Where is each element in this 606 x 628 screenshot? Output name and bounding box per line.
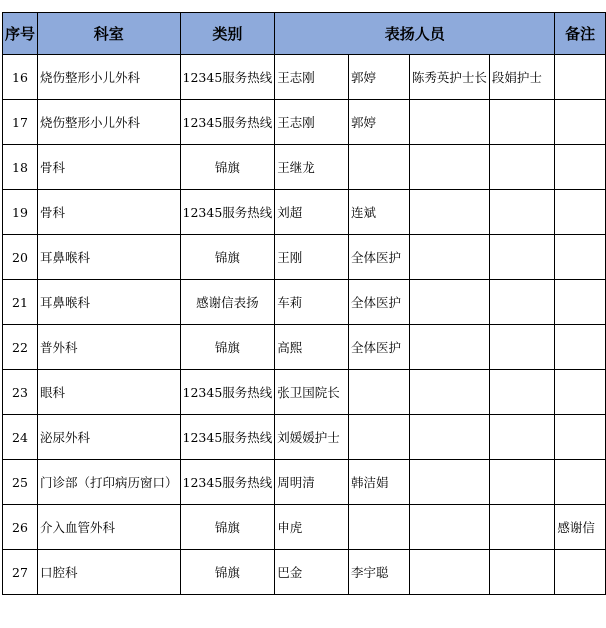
cell-no[interactable]: 24 [3, 415, 38, 460]
cell-praised-3[interactable]: 陈秀英护士长 [409, 55, 489, 100]
cell-praised-2[interactable]: 韩洁娟 [349, 460, 410, 505]
cell-note[interactable] [555, 415, 606, 460]
cell-praised-4[interactable] [489, 145, 554, 190]
cell-category[interactable]: 12345服务热线 [180, 415, 275, 460]
cell-category[interactable]: 锦旗 [180, 235, 275, 280]
cell-dept[interactable]: 口腔科 [38, 550, 181, 595]
cell-dept[interactable]: 普外科 [38, 325, 181, 370]
cell-no[interactable]: 26 [3, 505, 38, 550]
cell-category[interactable]: 锦旗 [180, 325, 275, 370]
cell-praised-4[interactable] [489, 370, 554, 415]
cell-praised-3[interactable] [409, 505, 489, 550]
cell-praised-3[interactable] [409, 325, 489, 370]
table-row [3, 190, 606, 235]
cell-praised-1[interactable]: 周明清 [275, 460, 349, 505]
header-dept[interactable]: 科室 [38, 13, 181, 55]
cell-dept[interactable]: 骨科 [38, 145, 181, 190]
cell-praised-1[interactable]: 申虎 [275, 505, 349, 550]
cell-dept[interactable]: 骨科 [38, 190, 181, 235]
cell-praised-1[interactable]: 王刚 [275, 235, 349, 280]
cell-no[interactable]: 17 [3, 100, 38, 145]
cell-praised-1[interactable]: 王继龙 [275, 145, 349, 190]
cell-praised-1[interactable]: 张卫国院长 [275, 370, 349, 415]
cell-praised-2[interactable] [349, 145, 410, 190]
cell-praised-4[interactable] [489, 280, 554, 325]
cell-praised-1[interactable]: 刘超 [275, 190, 349, 235]
table-row [3, 460, 606, 505]
cell-praised-3[interactable] [409, 370, 489, 415]
cell-praised-3[interactable] [409, 145, 489, 190]
cell-praised-4[interactable] [489, 460, 554, 505]
header-praised[interactable]: 表扬人员 [275, 13, 555, 55]
cell-praised-4[interactable]: 段娟护士 [489, 55, 554, 100]
cell-praised-2[interactable]: 郭婷 [349, 55, 410, 100]
cell-no[interactable]: 16 [3, 55, 38, 100]
cell-praised-4[interactable] [489, 325, 554, 370]
cell-note[interactable] [555, 460, 606, 505]
cell-praised-2[interactable] [349, 415, 410, 460]
cell-praised-3[interactable] [409, 235, 489, 280]
table-row [3, 370, 606, 415]
table-row [3, 505, 606, 550]
table-row [3, 325, 606, 370]
cell-no[interactable]: 18 [3, 145, 38, 190]
cell-praised-2[interactable]: 全体医护 [349, 325, 410, 370]
cell-praised-1[interactable]: 巴金 [275, 550, 349, 595]
table-row [3, 415, 606, 460]
table-row [3, 235, 606, 280]
header-row [3, 13, 606, 55]
cell-note[interactable] [555, 370, 606, 415]
cell-note[interactable] [555, 100, 606, 145]
cell-dept[interactable]: 耳鼻喉科 [38, 280, 181, 325]
cell-category[interactable]: 12345服务热线 [180, 460, 275, 505]
cell-note[interactable] [555, 235, 606, 280]
cell-praised-1[interactable]: 王志刚 [275, 100, 349, 145]
cell-praised-3[interactable] [409, 280, 489, 325]
cell-dept[interactable]: 眼科 [38, 370, 181, 415]
cell-dept[interactable]: 烧伤整形小儿外科 [38, 55, 181, 100]
table-row [3, 280, 606, 325]
cell-no[interactable]: 22 [3, 325, 38, 370]
cell-dept[interactable]: 烧伤整形小儿外科 [38, 100, 181, 145]
cell-category[interactable]: 锦旗 [180, 145, 275, 190]
cell-praised-4[interactable] [489, 505, 554, 550]
cell-category[interactable]: 12345服务热线 [180, 100, 275, 145]
cell-note[interactable] [555, 190, 606, 235]
cell-no[interactable]: 21 [3, 280, 38, 325]
cell-praised-4[interactable] [489, 100, 554, 145]
cell-no[interactable]: 19 [3, 190, 38, 235]
cell-praised-3[interactable] [409, 190, 489, 235]
cell-note[interactable] [555, 145, 606, 190]
cell-praised-1[interactable]: 王志刚 [275, 55, 349, 100]
cell-praised-2[interactable] [349, 370, 410, 415]
table-row [3, 55, 606, 100]
cell-category[interactable]: 锦旗 [180, 550, 275, 595]
cell-category[interactable]: 锦旗 [180, 505, 275, 550]
cell-category[interactable]: 12345服务热线 [180, 370, 275, 415]
cell-praised-2[interactable]: 全体医护 [349, 235, 410, 280]
cell-praised-4[interactable] [489, 190, 554, 235]
header-no[interactable]: 序号 [3, 13, 38, 55]
cell-dept[interactable]: 介入血管外科 [38, 505, 181, 550]
cell-praised-4[interactable] [489, 550, 554, 595]
cell-category[interactable]: 感谢信表扬 [180, 280, 275, 325]
header-category[interactable]: 类别 [180, 13, 275, 55]
cell-praised-4[interactable] [489, 235, 554, 280]
cell-praised-1[interactable]: 车莉 [275, 280, 349, 325]
table-row [3, 100, 606, 145]
header-note[interactable]: 备注 [555, 13, 606, 55]
cell-praised-2[interactable]: 全体医护 [349, 280, 410, 325]
cell-no[interactable]: 27 [3, 550, 38, 595]
cell-no[interactable]: 25 [3, 460, 38, 505]
cell-praised-3[interactable] [409, 550, 489, 595]
cell-praised-2[interactable]: 连斌 [349, 190, 410, 235]
cell-praised-1[interactable]: 高熙 [275, 325, 349, 370]
cell-praised-3[interactable] [409, 460, 489, 505]
cell-note[interactable] [555, 55, 606, 100]
cell-category[interactable]: 12345服务热线 [180, 55, 275, 100]
cell-note[interactable] [555, 325, 606, 370]
cell-praised-1[interactable]: 刘媛媛护士 [275, 415, 349, 460]
cell-dept[interactable]: 门诊部（打印病历窗口） [38, 460, 181, 505]
praise-table [2, 12, 606, 595]
cell-praised-3[interactable] [409, 415, 489, 460]
cell-praised-3[interactable] [409, 100, 489, 145]
cell-note[interactable] [555, 280, 606, 325]
cell-note[interactable]: 感谢信 [555, 505, 606, 550]
cell-praised-2[interactable] [349, 505, 410, 550]
cell-category[interactable]: 12345服务热线 [180, 190, 275, 235]
cell-praised-2[interactable]: 李宇聪 [349, 550, 410, 595]
cell-no[interactable]: 20 [3, 235, 38, 280]
cell-praised-4[interactable] [489, 415, 554, 460]
cell-praised-2[interactable]: 郭婷 [349, 100, 410, 145]
cell-no[interactable]: 23 [3, 370, 38, 415]
cell-dept[interactable]: 泌尿外科 [38, 415, 181, 460]
table-row [3, 550, 606, 595]
cell-note[interactable] [555, 550, 606, 595]
table-row [3, 145, 606, 190]
cell-dept[interactable]: 耳鼻喉科 [38, 235, 181, 280]
